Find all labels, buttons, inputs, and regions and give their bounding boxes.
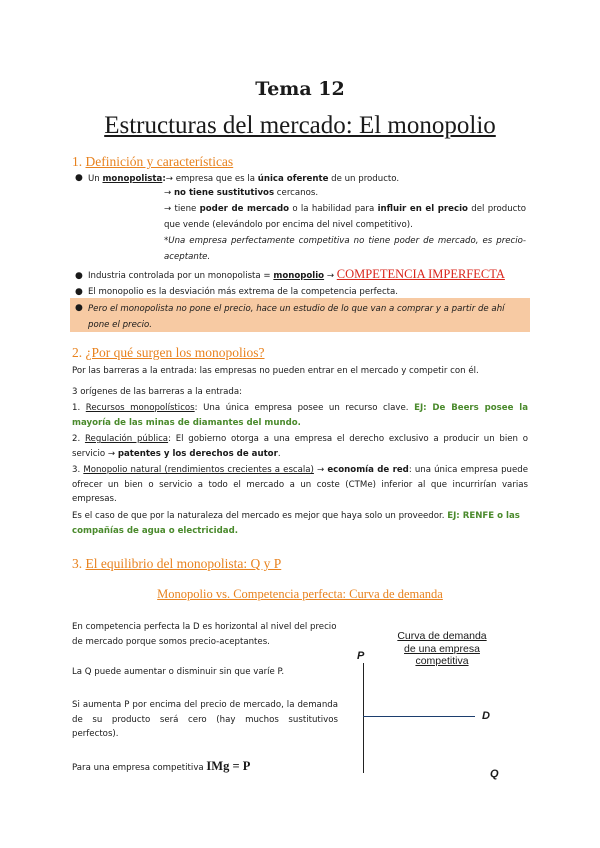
natural-monopoly-example: Es el caso de que por la naturaleza del mercado es mejor que haya solo un proveedor. EJ: RENFE o las compañías de agua o electricidad. — [72, 511, 520, 536]
highlighted-note: Pero el monopolista no pone el precio, hace un estudio de lo que van a comprar y a partir de ahí pone el precio. — [88, 304, 505, 330]
bullet-icon: ● — [75, 303, 83, 313]
bullet-icon: ● — [75, 287, 83, 297]
diagram-title: Curva de demanda de una empresa competitiva — [397, 630, 487, 667]
competition-text-4: Para una empresa competitiva IMg = P — [72, 759, 251, 773]
barriers-intro: Por las barreras a la entrada: las empresas no pueden entrar en el mercado y competir con él. — [72, 366, 479, 376]
diagram-x-axis-label: Q — [490, 768, 499, 780]
diagram-curve-label: D — [482, 710, 490, 722]
section-3-heading: 3. El equilibrio del monopolista: Q y P — [72, 556, 282, 571]
diagram-y-axis — [363, 663, 364, 773]
barriers-origins: 3 orígenes de las barreras a la entrada: — [72, 387, 243, 397]
diagram-y-axis-label: P — [357, 650, 365, 662]
competition-text-3: Si aumenta P por encima del precio de mercado, la demanda de su producto será cero (hay muchos sustitutivos perfectos). — [72, 700, 338, 739]
section-3-subheading: Monopolio vs. Competencia perfecta: Curva de demanda — [157, 587, 443, 601]
competition-text-1: En competencia perfecta la D es horizontal al nivel del precio de mercado porque somos precio-aceptantes. — [72, 622, 337, 647]
section-1-heading: 1. Definición y características — [72, 154, 234, 169]
img-equals-p-formula: IMg = P — [206, 759, 251, 773]
monopolio-deviation: El monopolio es la desviación más extrema de la competencia perfecta. — [88, 287, 399, 297]
barrier-3: 3. Monopolio natural (rendimientos crecientes a escala) → economía de red: una única empresa puede ofrecer un bien o servicio a todo el mercado a un coste (CTMe) inferior al que incurrirían varias empresas. — [72, 465, 528, 504]
definition-line-2: → no tiene sustitutivos cercanos. — [164, 188, 319, 198]
definition-note: *Una empresa perfectamente competitiva no tiene poder de mercado, es precio-aceptante. — [164, 236, 526, 262]
bullet-icon: ● — [75, 173, 83, 183]
document-subtitle: Estructuras del mercado: El monopolio — [104, 112, 496, 139]
monopolio-line: Industria controlada por un monopolista = monopolio → COMPETENCIA IMPERFECTA — [88, 267, 505, 281]
competition-text-2: La Q puede aumentar o disminuir sin que varíe P. — [72, 667, 285, 677]
bullet-icon: ● — [75, 271, 83, 281]
barrier-2: 2. Regulación pública: El gobierno otorga a una empresa el derecho exclusivo a producir un bien o servicio → patentes y los derechos de autor. — [72, 434, 528, 459]
definition-line-3: → tiene poder de mercado o la habilidad para influir en el precio del producto que vende (elevándolo por encima del nivel competitivo). — [164, 204, 527, 230]
barrier-1: 1. Recursos monopolísticos: Una única empresa posee un recurso clave. EJ: De Beers posee la mayoría de las minas de diamantes del mundo. — [72, 403, 528, 428]
definition-line-1: Un monopolista:→ empresa que es la única oferente de un producto. — [88, 174, 400, 184]
diagram-demand-curve — [363, 716, 475, 717]
document-title: Tema 12 — [255, 78, 345, 100]
section-2-heading: 2. ¿Por qué surgen los monopolios? — [72, 345, 265, 360]
